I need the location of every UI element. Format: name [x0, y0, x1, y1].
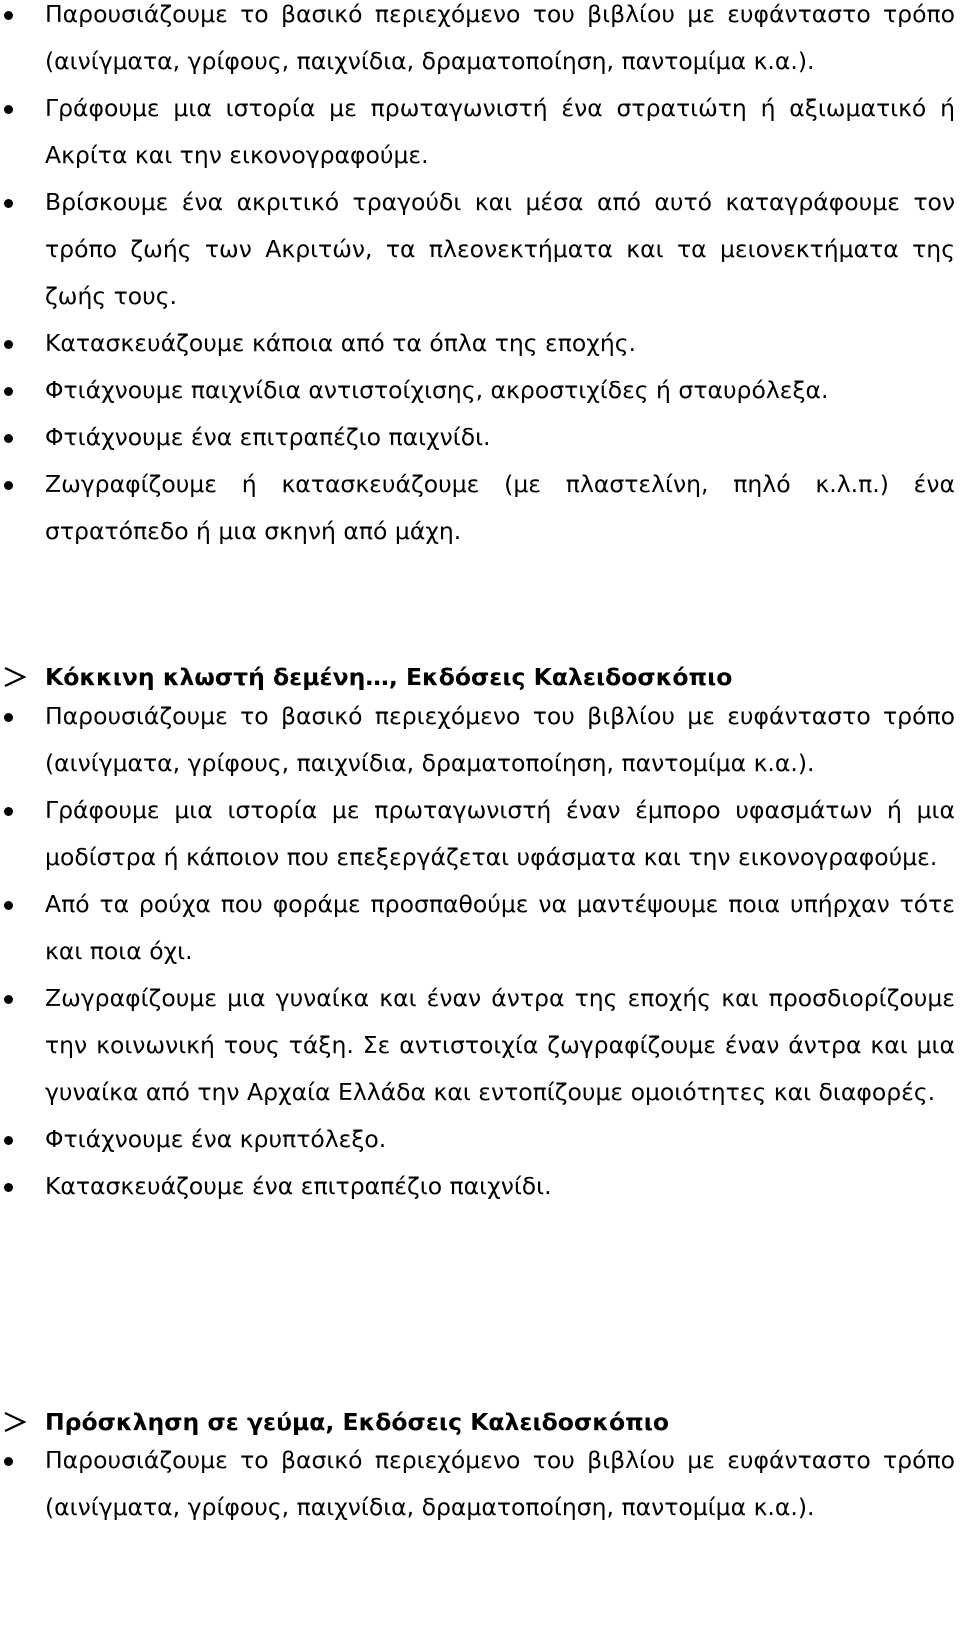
list-item — [0, 179, 960, 320]
arrow-bullet-icon — [3, 666, 27, 688]
list-item — [0, 693, 960, 787]
section-title: Πρόσκληση σε γεύμα, Εκδόσεις Καλειδοσκόπιο — [45, 1408, 669, 1436]
list-item-text: Παρουσιάζουμε το βασικό περιεχόμενο του βιβλίου με ευφάνταστο τρόπο (αινίγματα, γρίφους, παιχνίδια, δραματοποίηση, παντομίμα κ.α.). — [45, 0, 955, 75]
list-item — [0, 881, 960, 975]
bullet-icon — [4, 1183, 13, 1192]
section1-bullet-list — [0, 0, 960, 555]
bullet-icon — [4, 387, 13, 396]
list-item-text: Γράφουμε μια ιστορία με πρωταγωνιστή ένα στρατιώτη ή αξιωματικό ή Ακρίτα και την εικονογραφούμε. — [45, 94, 955, 169]
list-item — [0, 461, 960, 555]
list-item-text: Από τα ρούχα που φοράμε προσπαθούμε να μαντέψουμε ποια υπήρχαν τότε και ποια όχι. — [45, 890, 955, 965]
bullet-icon — [4, 340, 13, 349]
list-item-text: Βρίσκουμε ένα ακριτικό τραγούδι και μέσα από αυτό καταγράφουμε τον τρόπο ζωής των Ακριτών, τα πλεονεκτήματα και τα μειονεκτήματα της ζωής τους. — [45, 188, 955, 310]
list-item — [0, 787, 960, 881]
list-item — [0, 85, 960, 179]
bullet-icon — [4, 995, 13, 1004]
bullet-icon — [4, 481, 13, 490]
list-item-text: Παρουσιάζουμε το βασικό περιεχόμενο του βιβλίου με ευφάνταστο τρόπο (αινίγματα, γρίφους, παιχνίδια, δραματοποίηση, παντομίμα κ.α.). — [45, 1446, 955, 1521]
section2-heading — [0, 657, 960, 697]
bullet-icon — [4, 434, 13, 443]
list-item — [0, 975, 960, 1116]
list-item-text: Γράφουμε μια ιστορία με πρωταγωνιστή έναν έμπορο υφασμάτων ή μια μοδίστρα ή κάποιον που επεξεργάζεται υφάσματα και την εικονογραφούμε. — [45, 796, 955, 871]
list-item-text: Ζωγραφίζουμε μια γυναίκα και έναν άντρα της εποχής και προσδιορίζουμε την κοινωνική τους τάξη. Σε αντιστοιχία ζωγραφίζουμε έναν άντρα και μια γυναίκα από την Αρχαία Ελλάδα και εντοπίζουμε ομοιότητες και διαφορές. — [45, 984, 955, 1106]
section3-bullet-list — [0, 1437, 960, 1531]
section2-bullet-list — [0, 693, 960, 1210]
bullet-icon — [4, 11, 13, 20]
list-item — [0, 320, 960, 367]
list-item — [0, 1437, 960, 1531]
list-item — [0, 0, 960, 85]
bullet-icon — [4, 713, 13, 722]
list-item-text: Κατασκευάζουμε ένα επιτραπέζιο παιχνίδι. — [45, 1172, 552, 1200]
arrow-bullet-icon — [3, 1411, 27, 1433]
list-item-text: Φτιάχνουμε παιχνίδια αντιστοίχισης, ακροστιχίδες ή σταυρόλεξα. — [45, 376, 829, 404]
list-item-text: Φτιάχνουμε ένα επιτραπέζιο παιχνίδι. — [45, 423, 491, 451]
bullet-icon — [4, 1136, 13, 1145]
bullet-icon — [4, 1457, 13, 1466]
bullet-icon — [4, 199, 13, 208]
list-item — [0, 367, 960, 414]
section-title: Κόκκινη κλωστή δεμένη…, Εκδόσεις Καλειδοσκόπιο — [45, 663, 733, 691]
list-item-text: Ζωγραφίζουμε ή κατασκευάζουμε (με πλαστελίνη, πηλό κ.λ.π.) ένα στρατόπεδο ή μια σκηνή από μάχη. — [45, 470, 955, 545]
list-item-text: Παρουσιάζουμε το βασικό περιεχόμενο του βιβλίου με ευφάνταστο τρόπο (αινίγματα, γρίφους, παιχνίδια, δραματοποίηση, παντομίμα κ.α.). — [45, 702, 955, 777]
bullet-icon — [4, 807, 13, 816]
list-item-text: Κατασκευάζουμε κάποια από τα όπλα της εποχής. — [45, 329, 636, 357]
list-item — [0, 1116, 960, 1163]
list-item — [0, 414, 960, 461]
list-item — [0, 1163, 960, 1210]
list-item-text: Φτιάχνουμε ένα κρυπτόλεξο. — [45, 1125, 387, 1153]
bullet-icon — [4, 105, 13, 114]
section3-heading — [0, 1402, 960, 1442]
bullet-icon — [4, 901, 13, 910]
